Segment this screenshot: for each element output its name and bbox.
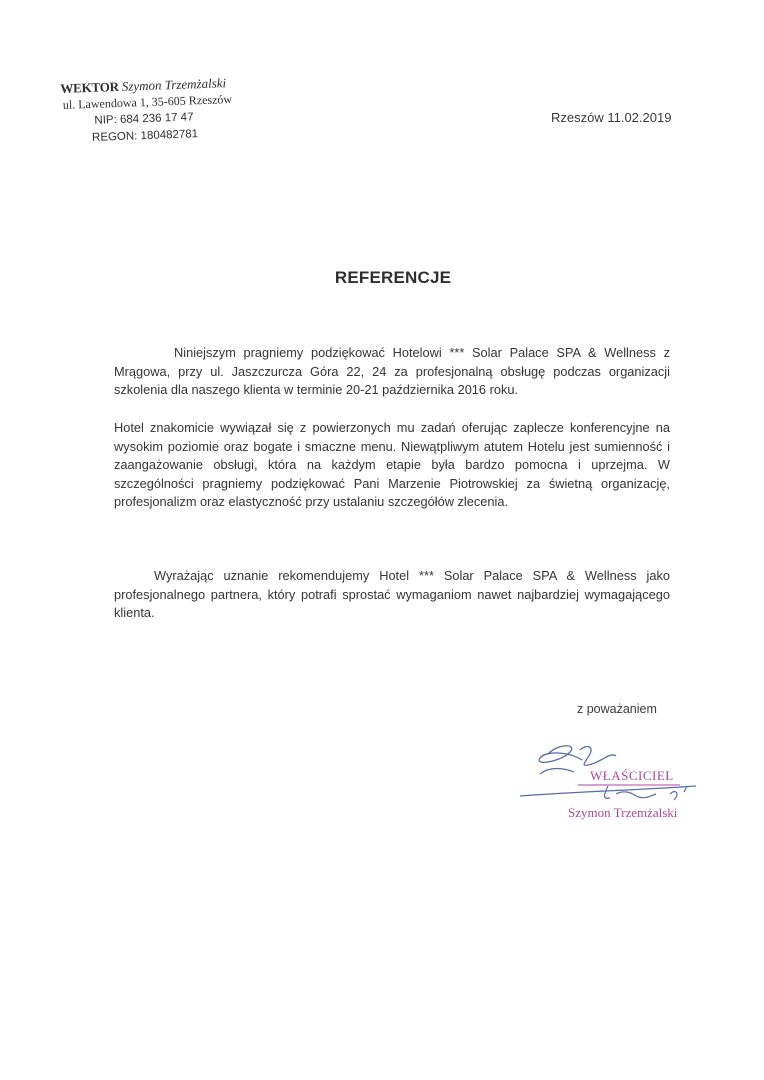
sender-regon: REGON: 180482781: [91, 128, 199, 144]
sender-nip: NIP: 684 236 17 47: [94, 111, 194, 127]
sender-address: ul. Lawendowa 1, 35-605 Rzeszów: [62, 92, 233, 112]
closing-phrase: z poważaniem: [577, 702, 657, 716]
body-paragraph-2: Hotel znakomicie wywiązał się z powierzonych mu zadań oferując zaplecze konferencyjne na wysokim poziomie oraz bogate i smaczne menu. Niewątpliwym atutem Hotelu jest sumienność i zaangażowanie obsługi, która na każdym etapie była bardzo pomocna i uprzejma. W szczególności pragniemy podziękować Pani Marzenie Piotrowskiej za świetną organizację, profesjonalizm oraz elastyczność przy ustalaniu szczegółów zlecenia.: [114, 420, 670, 510]
sender-company: WEKTOR: [60, 78, 120, 96]
signature-stamp-role: WŁAŚCICIEL: [590, 768, 674, 783]
letter-date: Rzeszów 11.02.2019: [551, 110, 672, 125]
body-paragraph-1: Niniejszym pragniemy podziękować Hotelowi *** Solar Palace SPA & Wellness z Mrągowa, przy ul. Jaszczurcza Góra 22, 24 za profesjonalną obsługę podczas organizacji szkolenia dla naszego klienta w terminie 20-21 października 2016 roku.: [114, 345, 670, 398]
body-paragraph-3: Wyrażając uznanie rekomendujemy Hotel *** Solar Palace SPA & Wellness jako profesjonalnego partnera, który potrafi sprostać wymaganiom nawet najbardziej wymagającego klienta.: [114, 568, 670, 621]
sender-owner: Szymon Trzemżalski: [121, 75, 227, 94]
signature-stamp-name: Szymon Trzemżalski: [568, 805, 678, 820]
sender-stamp: [60, 73, 262, 148]
letter-title: REFERENCJE: [334, 268, 452, 287]
signature-block: [520, 738, 720, 838]
handwritten-signature: [520, 738, 720, 838]
